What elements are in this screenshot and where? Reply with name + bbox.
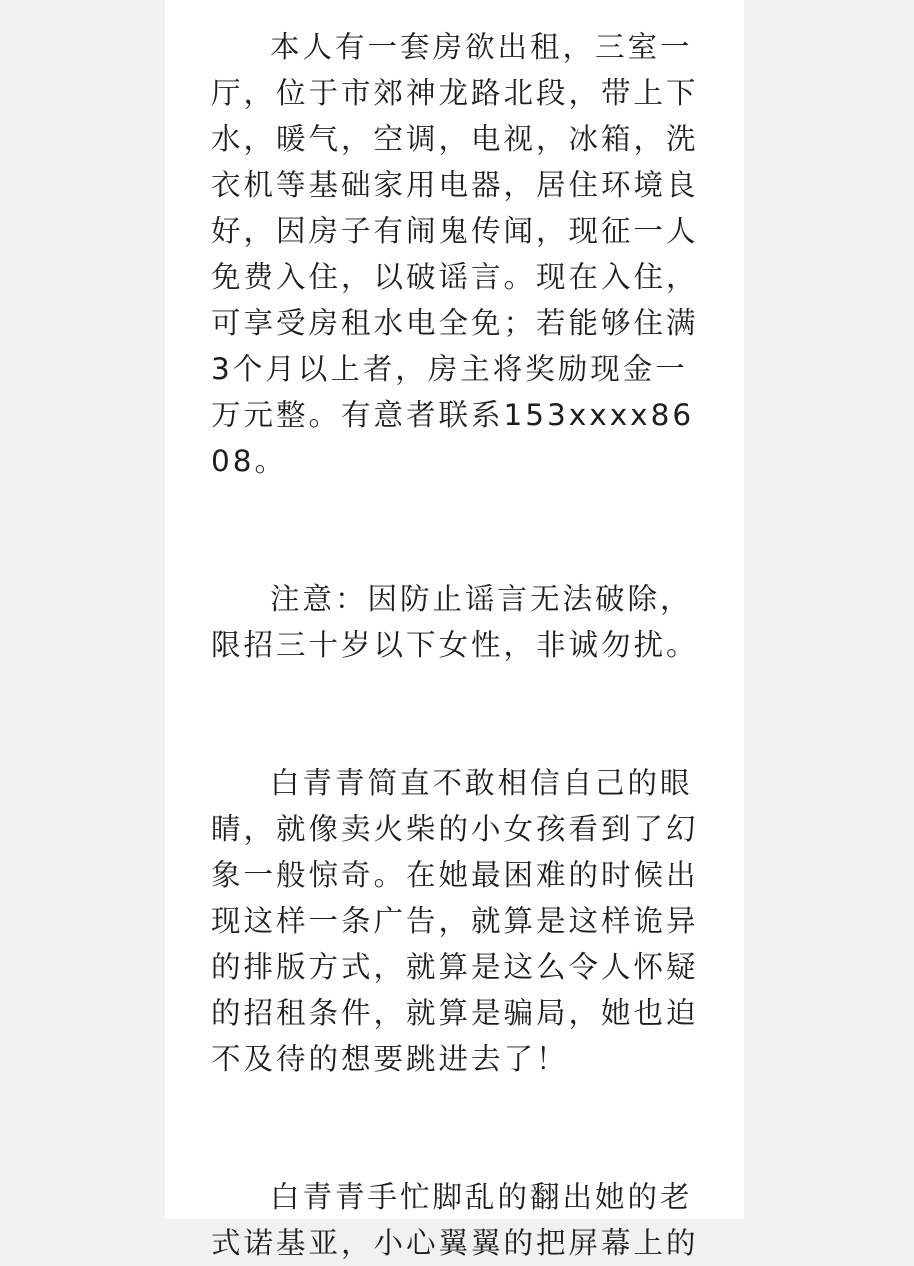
right-margin (744, 0, 914, 1219)
paragraph-phone: 白青青手忙脚乱的翻出她的老式诺基亚，小心翼翼的把屏幕上的 (211, 1180, 699, 1260)
paragraph-notice: 注意：因防止谣言无法破除，限招三十岁以下女性，非诚勿扰。 (211, 582, 699, 662)
paragraph-rental-ad: 本人有一套房欲出租，三室一厅，位于市郊神龙路北段，带上下水，暖气，空调，电视，冰箱，洗衣机等基础家用电器，居住环境良好，因房子有闹鬼传闻，现征一人免费入住，以破谣言。现在入住，可享受房租水电全免；若能够住满3个月以上者，房主将奖励现金一万元整。有意者联系153xxxx8608。 (211, 30, 699, 478)
article-body (211, 24, 703, 1266)
left-margin (0, 0, 165, 1219)
article-page (165, 0, 744, 1260)
paragraph-reaction: 白青青简直不敢相信自己的眼睛，就像卖火柴的小女孩看到了幻象一般惊奇。在她最困难的时候出现这样一条广告，就算是这样诡异的排版方式，就算是这么令人怀疑的招租条件，就算是骗局，她也迫不及待的想要跳进去了！ (211, 766, 699, 1076)
